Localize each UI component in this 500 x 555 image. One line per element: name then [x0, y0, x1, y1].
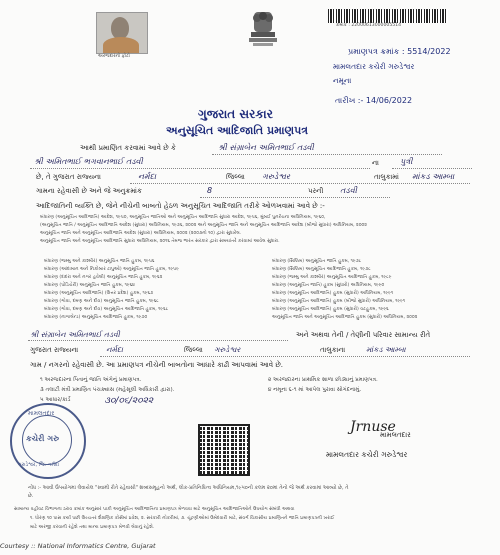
footer-note-4: ૧. ધોરણ ૧૦ પાસ કર્યા પછી ઉચ્ચતર શૈક્ષણિક કોર્સમાં પ્રવેશ, ૨. સરકારી નોકરીમાં, ૩. ચૂંટણીઓમાં ઉમેદવારી માટે, સંવર્ગ વિકાસીય પ્રમાણિતને જાતિ પ્રમાણપત્રની ખરાઈ [30, 516, 335, 521]
line5-text: આદિજાતિની વ્યક્તિ છે, જેને નીચેની બાબતો હેઠળ અનુસૂચિત આદિજાતિ તરીકે ઓળખવામાં આવે છે :- [36, 202, 325, 210]
seal-center-text: કચેરી ગરુ [26, 434, 59, 443]
law-item: બંધારણ (ગોવા, દમણ અને દીવ) અનુસૂચિત આદિજાતિ હુકમ, ૧૯૬૮ [44, 307, 169, 312]
serial-entry: 8 [207, 186, 213, 195]
line4-mid: પરની [308, 187, 324, 195]
tribe-name: તડવી [340, 186, 357, 195]
relation: પુત્રી [400, 157, 413, 166]
para-small-2: (અનુસૂચિત જાતિ / અનુસૂચિત આદિજાતિ આદેશ (સુધારા) અધિનિયમ, ૧૯૭૬, ૨૦૦૨ અને અનુસૂચિત જાતિ અને અનુસૂચિત આદિજાતિ આદેશ (બીજો સુધારા) અધિનિયમ, ૨૦૦૨ [40, 223, 367, 228]
doc-item: ૩ તલાટી મંત્રી પ્રમાણિત પંચક્યાસ (મહેસૂલી અધિકારી દ્વારા). [40, 387, 175, 393]
verification-qr-code [198, 424, 250, 476]
line1-prefix: આથી પ્રમાણિત કરવામાં આવે છે કે [80, 144, 176, 152]
sign-office: મામલતદાર કચેરી ગરુડેશ્વર [326, 450, 408, 459]
law-item: બંધારણ (જમ્મુ અને કાશ્મીર) અનુસૂચિત જાતિ હુકમ, ૧૯૫૬ [44, 259, 155, 264]
district-value: નર્મદા [138, 172, 157, 181]
para-small-4: અનુસૂચિત જાતિ અને અનુસૂચિત આદિજાતિ સુધારા અધિનિયમ, ૨૦૧૬ તેમજ ભારત સરકાર દ્વારા સમયાંતરે કરવામાં આવેલ સુધારા. [40, 239, 280, 244]
photo-face [111, 17, 129, 39]
law-item: બંધારણ (અનુસૂચિત જાતિ) હુકમ (સુધારો) અધિનિયમ, ૧૯૯૦ [272, 283, 385, 288]
certificate-number: પ્રમાણપત્ર ક્રમાંક : 5514/2022 [348, 47, 451, 56]
sign-role: મામલતદાર [380, 431, 411, 439]
law-item: બંધારણ (દાદરા અને નગર હવેલી) અનુસૂચિત જાતિ હુકમ, ૧૯૬૨ [44, 275, 163, 280]
certificate-title: અનુસૂચિત આદિજાતિ પ્રમાણપત્ર [166, 124, 309, 137]
doc-item: ૧ અરજદારના પિતાનું જાતિ અંગેનું પ્રમાણપત્ર. [40, 377, 142, 383]
law-item: બંધારણ (સિક્કિમ) અનુસૂચિત જાતિ હુકમ, ૧૯૭૮ [272, 259, 362, 264]
law-item: બંધારણ (અનુસૂચિત આદિજાતિ) હુકમ (સુધારો) અધિનિયમ, ૧૯૯૧ [272, 291, 394, 296]
law-item: બંધારણ (અનુસૂચિત આદિજાતિ) હુકમ (સુધારો) વટહુકમ, ૧૯૯૬ [272, 307, 389, 312]
taluka-value-2: ગરુડેશ્વર [214, 345, 241, 354]
father-name: શ્રી અમિતભાઈ ભગવાનભાઈ તડવી [34, 157, 143, 166]
law-item: બંધારણ (સિક્કિમ) અનુસૂચિત આદિજાતિ હુકમ, ૧૯૭૮ [272, 267, 371, 272]
line6-suffix: અને અથવા તેની / તેણીની પરિવાર સામાન્ય રીતે [296, 331, 431, 339]
law-item: બંધારણ (જમ્મુ અને કાશ્મીર) અનુસૂચિત આદિજાતિ હુકમ, ૧૯૮૯ [272, 275, 392, 280]
footer-note-3: સામાન્ય વહીવટ વિભાગના ઠરાવ ક્રમાંક અનુસાર પાકી અનુસૂચિત આદિજાતિના પ્રમાણપત્ર મેળવવા માટે અનુસૂચિત આદિજાતિઓને ઉપયોગ સંબંધી અથવા [14, 507, 295, 512]
doc-date: ૩૦/૦૬/૨૦૨૨ [104, 396, 154, 406]
taluka-value: ગરુડેશ્વર [262, 172, 291, 181]
signature: Jrnuse [350, 419, 396, 435]
taluka-label-2: તાલુકાના [320, 346, 346, 354]
footer-note-1: નોંધ :- આવી ઉપયોગમાં લેવાયેલ "સ્વામી રીતે રહેવાસી" શબ્દસમૂહનો અર્થ, લોક-પ્રતિનિધિત્વ અધિનિયમ,૧૯૫૦ની કલમ ૨૦માં તેનો જે અર્થ કરવામાં આવ્યો છે, તે [28, 485, 349, 491]
courtesy-text: Courtesy :: National Informatics Centre, Gujarat [0, 542, 156, 550]
applicant-photo [96, 12, 148, 54]
serial-number: ક્રમાંક : 22000613000005514 [336, 23, 402, 28]
footer-note-2: છે. [28, 493, 34, 499]
law-item: અનુસૂચિત જાતિ અને અનુસૂચિત આદિજાતિ હુકમ (સુધારો) અધિનિયમ, ૨૦૦૨ [272, 315, 418, 320]
gov-title: ગુજરાત સરકાર [198, 107, 273, 121]
law-item: બંધારણ (આંદામાન અને નિકોબાર ટાપુઓ) અનુસૂચિત જાતિ હુકમ, ૧૯૫૯ [44, 267, 179, 272]
photo-body [103, 37, 139, 53]
taluka-label: તાલુકામાં [374, 173, 399, 181]
office-seal [10, 403, 86, 479]
issue-date: તારીખ :- 14/06/2022 [335, 96, 413, 105]
seal-top-text: મામલતદાર [28, 410, 55, 417]
photo-caption: અરજદારનો ફોટો [98, 54, 130, 59]
law-item: બંધારણ (અનુસૂચિત આદિજાતિ) (ઉત્તર પ્રદેશ) હુકમ, ૧૯૬૭ [44, 291, 154, 296]
doc-item: ૫ આધાર/કાર્ડ [40, 397, 71, 403]
form-label: નમૂના [333, 76, 352, 85]
state-emblem-icon [245, 10, 281, 50]
doc-item: ૨ અરજદારના પ્રાથમિક શાળા છોડ્યાનું પ્રમાણપત્ર. [268, 377, 378, 383]
line8-text: ગામ / નગરનો રહેવાસી છે. આ પ્રમાણપત્ર નીચેની બાબતોના આધારે કાઢી આપવામાં આવે છે. [30, 361, 283, 369]
line7-prefix: ગુજરાત રાજ્યના [30, 346, 79, 354]
district-label: જિલ્લા [226, 173, 245, 181]
law-item: બંધારણ (પોંડિચેરી) અનુસૂચિત જાતિ હુકમ, ૧૯૬૪ [44, 283, 136, 288]
line4-prefix: ગામના રહેવાસી છે અને જે અનુક્રમાંક [36, 187, 142, 195]
village-value-2: માંકડ આમ્બા [366, 345, 406, 354]
doc-item: ૪ નમૂના ૬-૧ માં આપેલ પુરાવા સોગંદનામું. [268, 387, 362, 393]
applicant-name-2: શ્રી સંગ્રાબેન અમિતભાઈ તડવી [30, 330, 120, 339]
applicant-name: શ્રી સંગ્રાબેન અમિતભાઈ તડવી [218, 143, 314, 152]
district-label-2: જિલ્લા [184, 346, 203, 354]
law-item: બંધારણ (ગોવા, દમણ અને દીવ) અનુસૂચિત જાતિ હુકમ, ૧૯૬૮ [44, 299, 159, 304]
district-value-2: નર્મદા [106, 345, 123, 354]
seal-bottom-text: ગરુડેશ્વર, જિ. નર્મદા [18, 462, 60, 468]
para-small-3: અનુસૂચિત જાતિ અને અનુસૂચિત આદિજાતિ આદેશ (સુધારા) અધિનિયમ, ૨૦૦૨ (૨૦૦૩નો ૧૦) દ્વારા સુધારેલ. [40, 231, 242, 236]
para-small-1: બંધારણ (અનુસૂચિત આદિજાતિ) આદેશ, ૧૯૫૦, અનુસૂચિત જાતિઓ અને અનુસૂચિત આદિજાતિ સુધારા આદેશ, ૧૯૫૬, મુંબઈ પુનર્રચના અધિનિયમ, ૧૯૬૦, [40, 215, 326, 220]
footer-note-5: માટે અરજી કરવાની રહેશે તથા માન્ય પ્રમાણપત્ર મેળવી લેવાનું રહેશે. [30, 525, 155, 530]
line3-prefix: છે, તે ગુજરાત રાજ્યના [36, 173, 101, 181]
law-item: બંધારણ (અનુસૂચિત આદિજાતિ) હુકમ (બીજો સુધારો) અધિનિયમ, ૧૯૯૧ [272, 299, 406, 304]
law-item: બંધારણ (નાગાલેન્ડ) અનુસૂચિત આદિજાતિ હુકમ, ૧૯૭૦ [44, 315, 148, 320]
line2-suffix: ના [372, 159, 379, 167]
serial-barcode [328, 9, 448, 23]
issuing-office: મામલતદાર કચેરી ગરુડેશ્વર [333, 62, 415, 71]
village-value: માંકડ આમ્બા [412, 172, 455, 181]
